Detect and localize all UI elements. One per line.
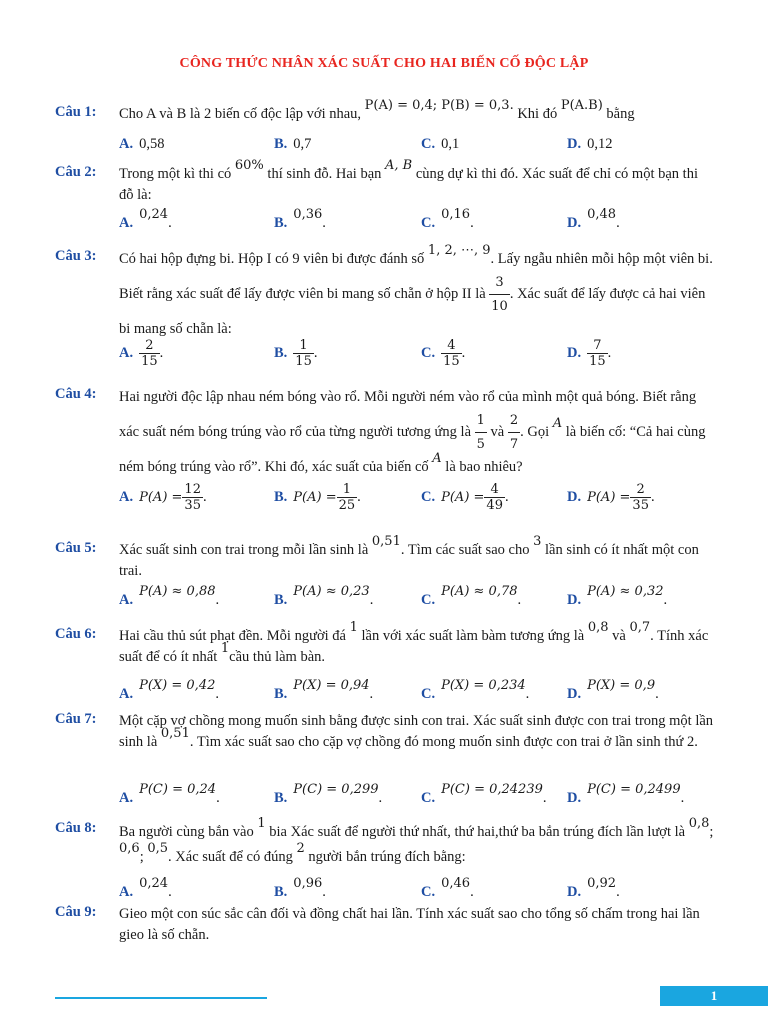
page-number: 1 xyxy=(660,986,768,1006)
option-d[interactable]: D.0,92. xyxy=(567,876,620,900)
option-b[interactable]: B. $\frac{1}{15}$ . xyxy=(274,338,318,369)
option-d[interactable]: D.0,48. xyxy=(567,207,620,231)
option-d[interactable]: D.P(X) = 0,9. xyxy=(567,678,659,702)
option-d[interactable]: D. 0,12 xyxy=(567,136,613,152)
question-text: Hai cầu thủ sút phạt đền. Mỗi người đá 1 lần với xác suất làm bàm tương ứng là 0,8 và 0,7. Tính xác suất để có ít nhất 1cầu thủ làm bàn. xyxy=(119,620,709,665)
option-c[interactable]: C.0,46. xyxy=(421,876,474,900)
option-a[interactable]: A.0,24. xyxy=(119,876,172,900)
option-b[interactable]: B.P(X) = 0,94. xyxy=(274,678,374,702)
option-d[interactable]: D.P(C) = 0,2499. xyxy=(567,782,685,806)
option-c[interactable]: C.0,16. xyxy=(421,207,474,231)
option-a[interactable]: A.P(A) ≈ 0,88. xyxy=(119,584,220,608)
option-c[interactable]: C.P(C) = 0,24239. xyxy=(421,782,547,806)
question-label: Câu 3: xyxy=(55,248,97,264)
footer-divider xyxy=(55,997,267,999)
question-3 xyxy=(55,243,715,369)
question-label: Câu 7: xyxy=(55,711,97,727)
question-label: Câu 5: xyxy=(55,540,97,556)
question-label: Câu 9: xyxy=(55,904,97,920)
question-label: Câu 1: xyxy=(55,104,97,120)
question-text: Ba người cùng bắn vào 1 bia Xác suất để người thứ nhất, thứ hai,thứ ba bắn trúng đích lần lượt là 0,8; 0,6; 0,5. Xác suất để có đúng 2 người bắn trúng đích bằng: xyxy=(119,816,714,865)
question-1 xyxy=(55,98,715,152)
option-d[interactable]: D.P(A) ≈ 0,32. xyxy=(567,584,668,608)
option-b[interactable]: B.0,96. xyxy=(274,876,326,900)
document-title: CÔNG THỨC NHÂN XÁC SUẤT CHO HAI BIẾN CỐ ĐỘC LẬP xyxy=(179,56,589,71)
question-8 xyxy=(55,816,715,900)
question-9 xyxy=(55,904,715,946)
question-6 xyxy=(55,620,715,702)
option-a[interactable]: A. $\frac{2}{15}$ . xyxy=(119,338,164,369)
option-c[interactable]: C.P(X) = 0,234. xyxy=(421,678,530,702)
option-d[interactable]: D. $\frac{7}{15}$ . xyxy=(567,338,612,369)
question-2 xyxy=(55,158,715,231)
option-b[interactable]: B.0,36. xyxy=(274,207,326,231)
question-text: Gieo một con súc sắc cân đối và đồng chất hai lần. Tính xác suất sao cho tổng số chấm trong hai lần gieo là số chẵn. xyxy=(119,906,700,943)
question-label: Câu 6: xyxy=(55,626,97,642)
option-a[interactable]: A.P(X) = 0,42. xyxy=(119,678,219,702)
option-d[interactable]: D. P(A) = $\frac{2}{35}$ . xyxy=(567,482,655,513)
option-b[interactable]: B.P(C) = 0,299. xyxy=(274,782,383,806)
question-text: Trong một kì thi có 60% thí sinh đỗ. Hai bạn A, B cùng dự kì thi đó. Xác suất để chỉ có một bạn thi đỗ là: xyxy=(119,158,698,203)
option-a[interactable]: A. P(A) = $\frac{12}{35}$ . xyxy=(119,482,207,513)
option-a[interactable]: A.P(C) = 0,24. xyxy=(119,782,220,806)
option-a[interactable]: A.0,24. xyxy=(119,207,172,231)
option-b[interactable]: B.P(A) ≈ 0,23. xyxy=(274,584,374,608)
question-7 xyxy=(55,711,715,806)
fraction: $\frac{3}{10}$ xyxy=(489,271,510,318)
question-4 xyxy=(55,386,715,513)
question-text: Một cặp vợ chồng mong muốn sinh bằng được sinh con trai. Xác suất sinh được con trai trong một lần sinh là 0,51. Tìm xác suất sao cho cặp vợ chồng đó mong muốn sinh được con trai ở lần sinh thứ 2. xyxy=(119,713,714,750)
question-5 xyxy=(55,534,715,608)
option-b[interactable]: B. 0,7 xyxy=(274,136,312,152)
question-text: Hai người độc lập nhau ném bóng vào rổ. Mỗi người ném vào rổ của mình một quả bóng. Biết rằng xác suất ném bóng trúng vào rổ của từng người tương ứng là $\frac{1}{5}$ và $\frac{2}{7}$ . Gọi A là biến cố: “Cả hai cùng ném bóng trúng vào rổ”. Khi đó, xác suất của biến cố A là bao nhiêu? xyxy=(119,389,706,475)
option-b[interactable]: B. P(A) = $\frac{1}{25}$ . xyxy=(274,482,361,513)
option-c[interactable]: C. 0,1 xyxy=(421,136,460,152)
question-text: Có hai hộp đựng bi. Hộp I có 9 viên bi được đánh số 1, 2, ⋯, 9. Lấy ngẫu nhiên mỗi hộp một viên bi. Biết rằng xác suất để lấy được viên bi mang số chẵn ở hộp II là $\frac{3}{10}$ . Xác suất để lấy được cả hai viên bi mang số chẵn là: xyxy=(119,243,713,337)
option-c[interactable]: C. P(A) = $\frac{4}{49}$ . xyxy=(421,482,509,513)
question-label: Câu 2: xyxy=(55,164,97,180)
question-text: Xác suất sinh con trai trong mỗi lần sinh là 0,51. Tìm các suất sao cho 3 lần sinh có ít nhất một con trai. xyxy=(119,534,699,579)
option-a[interactable]: A. 0,58 xyxy=(119,136,165,152)
question-text: Cho A và B là 2 biến cố độc lập với nhau, P(A) = 0,4; P(B) = 0,3. Khi đó P(A.B) bằng xyxy=(119,98,635,122)
question-label: Câu 8: xyxy=(55,820,97,836)
option-c[interactable]: C.P(A) ≈ 0,78. xyxy=(421,584,522,608)
question-label: Câu 4: xyxy=(55,386,97,402)
option-c[interactable]: C. $\frac{4}{15}$ . xyxy=(421,338,466,369)
